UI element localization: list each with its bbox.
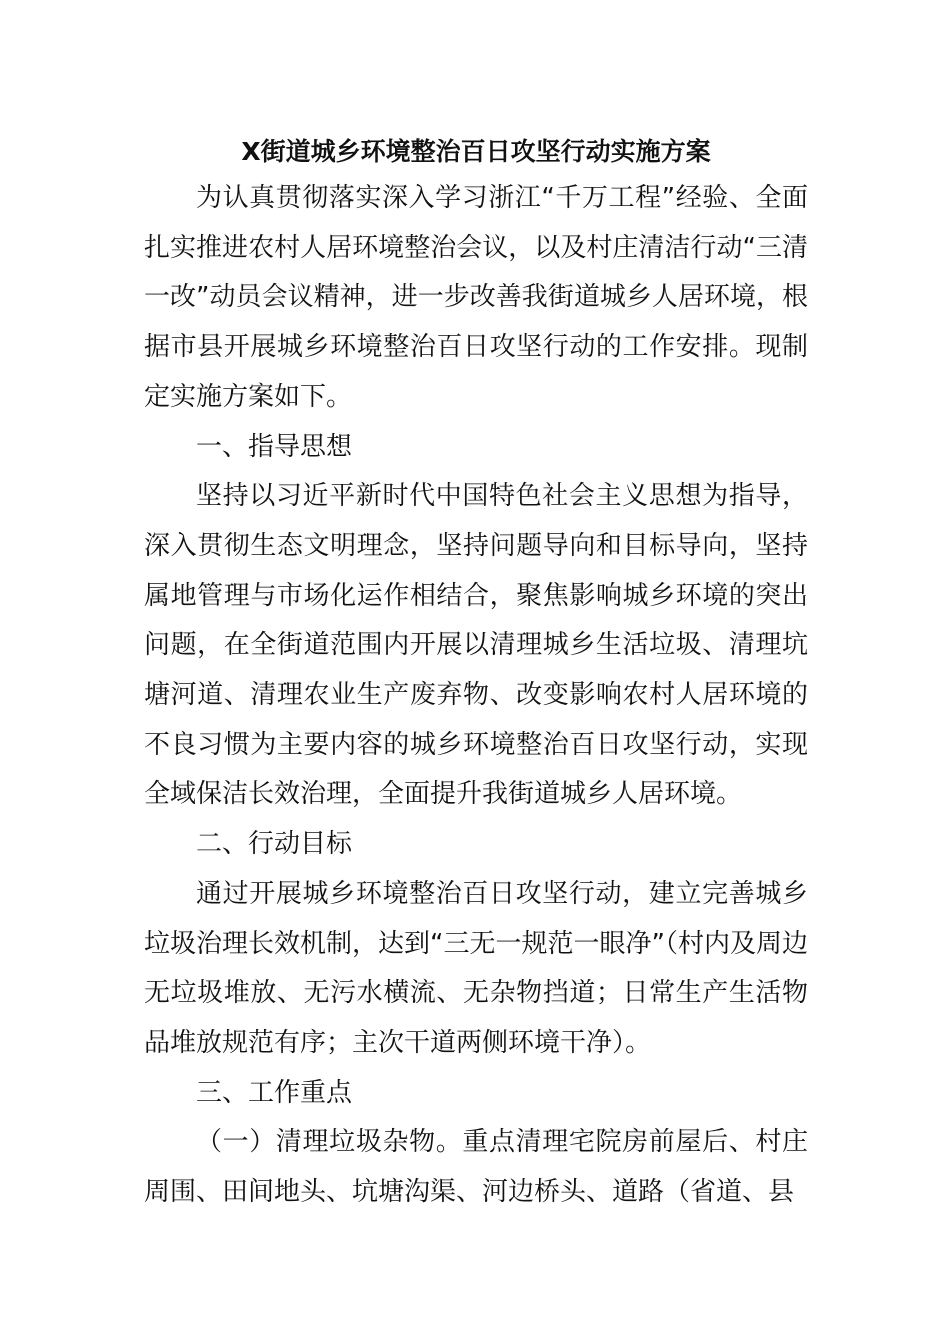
intro-paragraph: 为认真贯彻落实深入学习浙江“千万工程”经验、全面扎实推进农村人居环境整治会议，以及村庄清洁行动“三清一改”动员会议精神，进一步改善我街道城乡人居环境，根据市县开展城乡环境整治百日攻坚行动的工作安排。现制定实施方案如下。 (144, 183, 808, 412)
section-body-work-focus: （一）清理垃圾杂物。重点清理宅院房前屋后、村庄周围、田间地头、坑塘沟渠、河边桥头、道路（省道、县 (144, 1127, 808, 1208)
section-body-action-goals: 通过开展城乡环境整治百日攻坚行动，建立完善城乡垃圾治理长效机制，达到“三无一规范一眼净”（村内及周边无垃圾堆放、无污水横流、无杂物挡道；日常生产生活物品堆放规范有序；主次干道两侧环境干净）。 (144, 878, 808, 1058)
section-heading-guiding-ideology: 一、指导思想 (196, 431, 353, 462)
document-body (144, 130, 808, 1218)
section-heading-action-goals: 二、行动目标 (196, 829, 353, 860)
document-title: X街道城乡环境整治百日攻坚行动实施方案 (241, 137, 711, 166)
section-body-guiding-ideology: 坚持以习近平新时代中国特色社会主义思想为指导，深入贯彻生态文明理念，坚持问题导向和目标导向，坚持属地管理与市场化运作相结合，聚焦影响城乡环境的突出问题，在全街道范围内开展以清理城乡生活垃圾、清理坑塘河道、清理农业生产废弃物、改变影响农村人居环境的不良习惯为主要内容的城乡环境整治百日攻坚行动，实现全域保洁长效治理，全面提升我街道城乡人居环境。 (144, 481, 808, 810)
section-heading-work-focus: 三、工作重点 (196, 1077, 353, 1108)
